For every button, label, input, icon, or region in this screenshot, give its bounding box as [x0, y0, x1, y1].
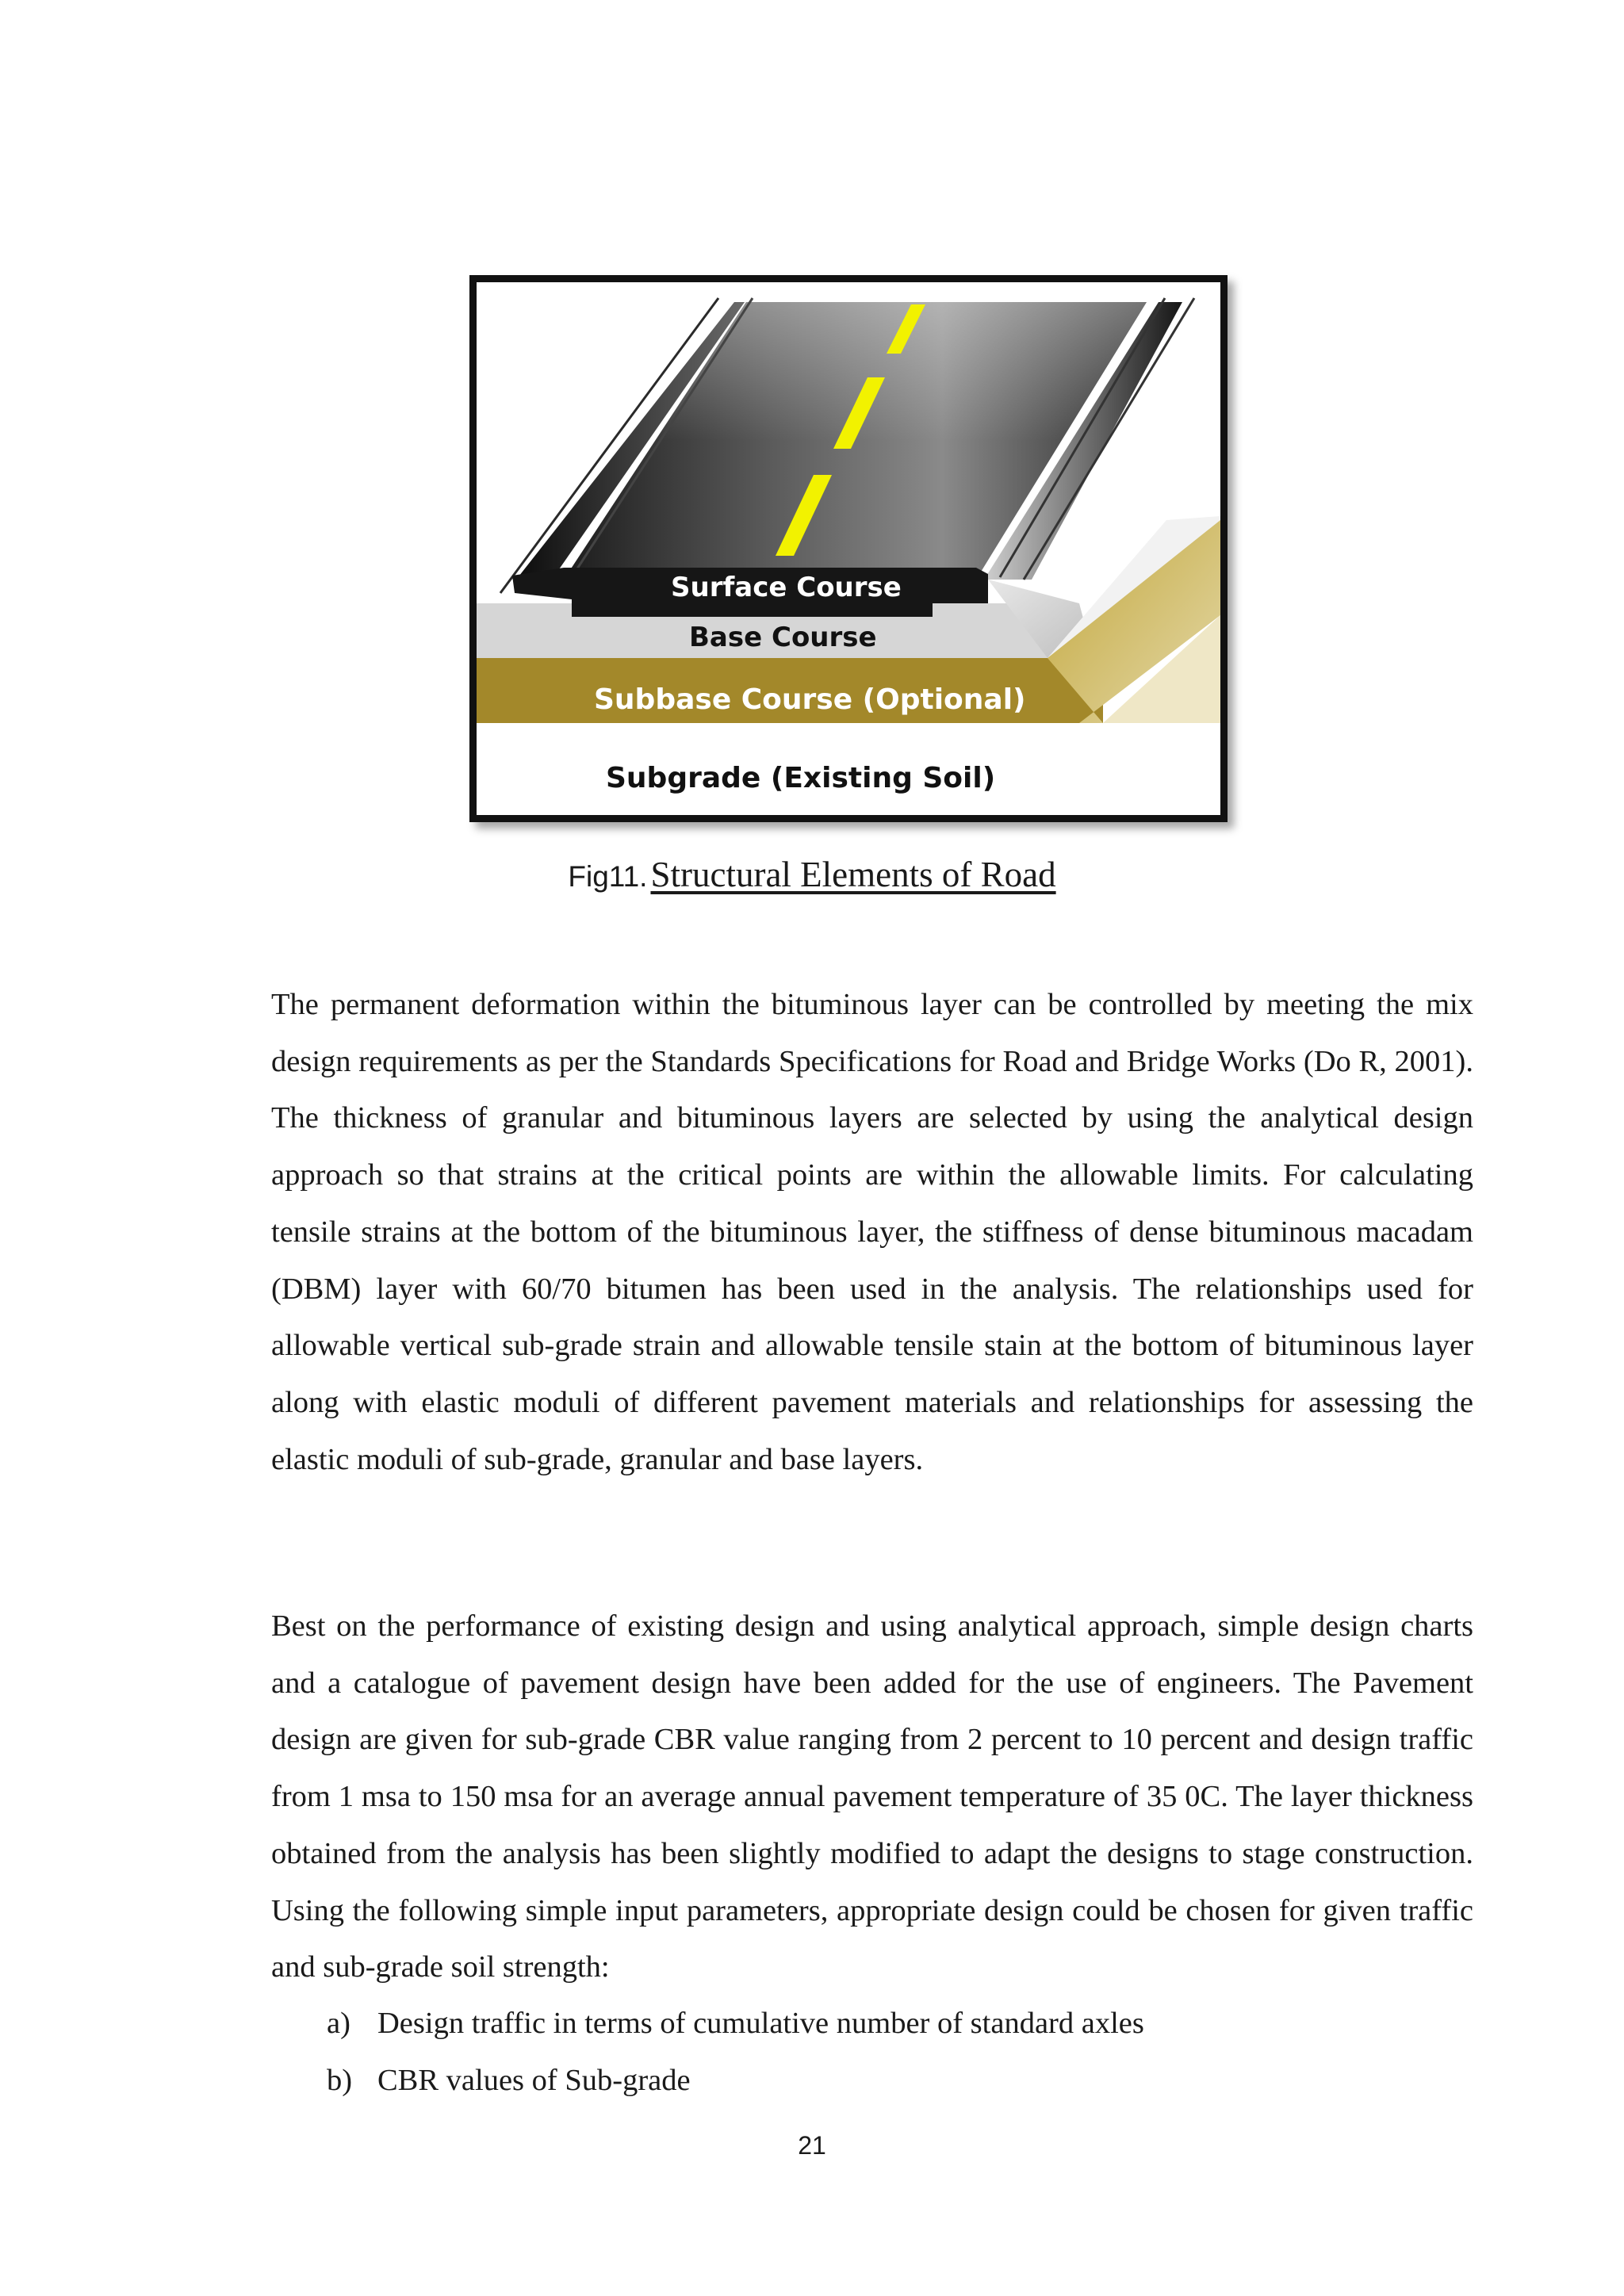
road-structure-figure — [469, 275, 1228, 822]
list-item — [327, 2053, 691, 2110]
list-item — [327, 1996, 1144, 2053]
page-number: 21 — [798, 2131, 826, 2160]
surface-course-label: Surface Course — [671, 572, 902, 603]
list-item-text: CBR values of Sub-grade — [377, 2064, 691, 2097]
body-paragraph-1: The permanent deformation within the bituminous layer can be controlled by meeting the mix design requirements as per the Standards Specifications for Road and Bridge Works (Do R, 2001). The thickness of granular and bituminous layers are selected by using the analytical design approach so that strains at the critical points are within the allowable limits. For calculating tensile strains at the bottom of the bituminous layer, the stiffness of dense bituminous macadam (DBM) layer with 60/70 bitumen has been used in the analysis. The relationships used for allowable vertical sub-grade strain and allowable tensile stain at the bottom of bituminous layer along with elastic moduli of different pavement materials and relationships for assessing the elastic moduli of sub-grade, granular and base layers. — [271, 988, 1473, 1476]
base-course-label: Base Course — [689, 622, 877, 653]
road-layers-illustration — [477, 282, 1220, 815]
subbase-course-label: Subbase Course (Optional) — [594, 683, 1026, 716]
figure-caption — [0, 854, 1624, 895]
list-marker: b) — [327, 2064, 353, 2097]
figure-caption-title: Structural Elements of Road — [650, 855, 1056, 894]
list-item-text: Design traffic in terms of cumulative number of standard axles — [377, 2007, 1144, 2040]
list-marker: a) — [327, 2007, 350, 2040]
figure-caption-prefix: Fig11. — [568, 860, 648, 893]
body-paragraph-2: Best on the performance of existing design and using analytical approach, simple design charts and a catalogue of pavement design have been added for the use of engineers. The Pavement design are given for sub-grade CBR value ranging from 2 percent to 10 percent and design traffic from 1 msa to 150 msa for an average annual pavement temperature of 35 0C. The layer thickness obtained from the analysis has been slightly modified to adapt the designs to stage construction. Using the following simple input parameters, appropriate design could be chosen for given traffic and sub-grade soil strength: — [271, 1609, 1473, 1984]
subgrade-label: Subgrade (Existing Soil) — [606, 762, 996, 794]
